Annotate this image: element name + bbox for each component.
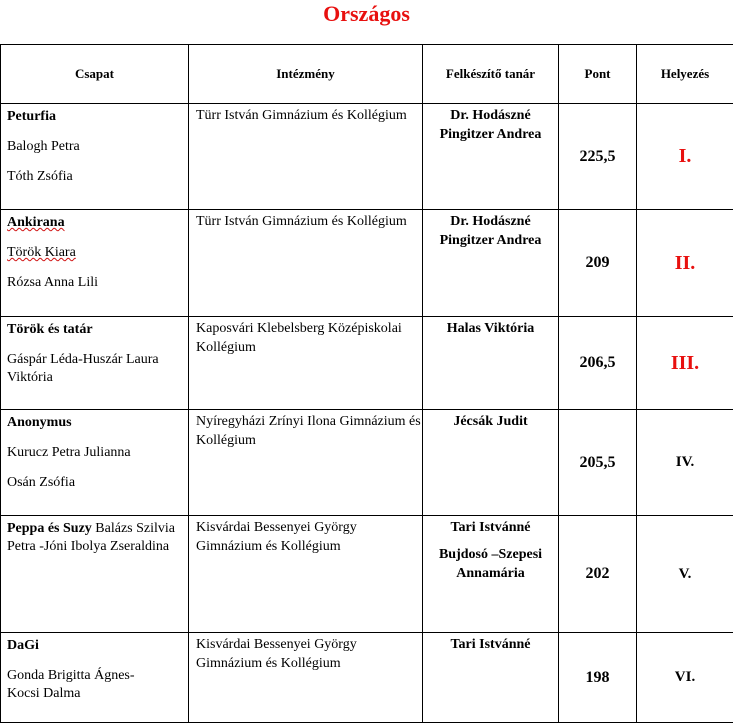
team-name: Ankirana <box>7 215 65 230</box>
results-table <box>0 44 733 723</box>
institution-cell: Kisvárdai Bessenyei György Gimnázium és Kollégium <box>189 516 423 633</box>
page-title: Országos <box>0 0 733 28</box>
teacher-cell <box>423 210 559 317</box>
header-place: Helyezés <box>637 45 733 104</box>
team-cell <box>1 104 189 210</box>
header-points: Pont <box>559 45 637 104</box>
teacher-name: Halas Viktória <box>425 319 556 338</box>
points-cell: 225,5 <box>559 104 637 210</box>
points-cell: 205,5 <box>559 410 637 516</box>
teacher-name: Dr. Hodászné Pingitzer Andrea <box>425 106 556 144</box>
teacher-name: Tari Istvánné <box>425 635 556 654</box>
team-name: DaGi <box>7 637 188 655</box>
institution-cell: Türr István Gimnázium és Kollégium <box>189 210 423 317</box>
table-row <box>1 210 733 317</box>
points-cell: 206,5 <box>559 317 637 410</box>
teacher-cell <box>423 410 559 516</box>
team-member: Balogh Petra <box>7 138 188 156</box>
teacher-name: Tari Istvánné <box>425 518 556 537</box>
teacher-cell <box>423 317 559 410</box>
teacher-cell <box>423 104 559 210</box>
table-row <box>1 516 733 633</box>
table-row <box>1 410 733 516</box>
team-name: Peppa és Suzy <box>7 521 92 536</box>
table-row <box>1 104 733 210</box>
place-cell: I. <box>637 104 733 210</box>
header-team: Csapat <box>1 45 189 104</box>
institution-cell: Kisvárdai Bessenyei György Gimnázium és Kollégium <box>189 633 423 723</box>
header-row <box>1 45 733 104</box>
institution-cell: Kaposvári Klebelsberg Középiskolai Kollégium <box>189 317 423 410</box>
place-cell: VI. <box>637 633 733 723</box>
points-cell: 202 <box>559 516 637 633</box>
teacher-name: Bujdosó –Szepesi Annamária <box>425 545 556 583</box>
table-row <box>1 317 733 410</box>
team-member: Kurucz Petra Julianna <box>7 444 188 462</box>
team-cell <box>1 516 189 633</box>
team-member: Rózsa Anna Lili <box>7 274 188 292</box>
header-institution: Intézmény <box>189 45 423 104</box>
teacher-cell <box>423 516 559 633</box>
team-cell <box>1 210 189 317</box>
team-name: Anonymus <box>7 414 188 432</box>
teacher-name: Jécsák Judit <box>425 412 556 431</box>
team-member: Balázs Szilvia Petra -Jóni Ibolya Zseraldina <box>7 521 175 554</box>
team-member: Török Kiara <box>7 245 76 260</box>
place-cell: V. <box>637 516 733 633</box>
team-member: Tóth Zsófia <box>7 168 188 186</box>
place-cell: IV. <box>637 410 733 516</box>
team-cell <box>1 317 189 410</box>
team-member: Osán Zsófia <box>7 474 188 492</box>
team-member: Gonda Brigitta Ágnes-Kocsi Dalma <box>7 667 188 703</box>
place-cell: II. <box>637 210 733 317</box>
institution-cell: Nyíregyházi Zrínyi Ilona Gimnázium és Kollégium <box>189 410 423 516</box>
team-cell <box>1 410 189 516</box>
header-teacher: Felkészítő tanár <box>423 45 559 104</box>
institution-cell: Türr István Gimnázium és Kollégium <box>189 104 423 210</box>
place-cell: III. <box>637 317 733 410</box>
teacher-name: Dr. Hodászné Pingitzer Andrea <box>425 212 556 250</box>
teacher-cell <box>423 633 559 723</box>
table-row <box>1 633 733 723</box>
points-cell: 209 <box>559 210 637 317</box>
points-cell: 198 <box>559 633 637 723</box>
team-name: Peturfia <box>7 108 188 126</box>
team-member: Gáspár Léda-Huszár Laura Viktória <box>7 351 188 387</box>
team-name: Török és tatár <box>7 321 188 339</box>
team-cell <box>1 633 189 723</box>
